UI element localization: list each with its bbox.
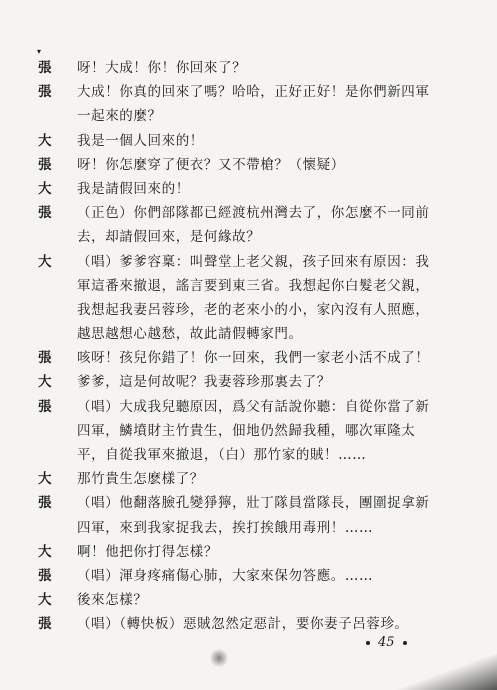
speaker-label: 張 xyxy=(38,60,52,76)
dialogue-text: 咳呀！孩兒你錯了！你一回來，我們一家老小活不成了！ xyxy=(77,350,430,367)
dialogue-text: 我是請假回來的！ xyxy=(77,180,190,197)
dialogue-line xyxy=(38,540,478,564)
dialogue-text: （唱）（轉快板）惡賊忽然定惡計，要你妻子呂蓉珍。 xyxy=(77,616,409,633)
dialogue-line xyxy=(38,419,478,443)
speaker-label: 張 xyxy=(38,495,52,512)
bullet-dot xyxy=(403,641,407,645)
dialogue-line xyxy=(38,153,478,177)
dialogue-line xyxy=(38,177,478,201)
speaker-label: 大 xyxy=(38,592,52,609)
speaker-label: 張 xyxy=(38,616,52,633)
dialogue-line xyxy=(38,104,478,128)
dialogue-text: 那竹貴生怎麽樣了？ xyxy=(77,471,204,488)
page-number: 45 xyxy=(378,635,395,650)
dialogue-text-block xyxy=(38,56,478,637)
speaker-label: 大 xyxy=(38,543,52,560)
dialogue-line xyxy=(38,346,478,370)
dialogue-line xyxy=(38,516,478,540)
dialogue-line xyxy=(38,225,478,249)
speaker-label: 大 xyxy=(38,471,52,488)
dialogue-line xyxy=(38,298,478,322)
page-footer xyxy=(358,635,415,650)
speaker-label: 大 xyxy=(38,180,52,197)
dialogue-text: 軍這番來撤退，謠言要到東三省。我想起你白髮老父親， xyxy=(77,277,430,294)
dialogue-line xyxy=(38,56,478,80)
dialogue-line xyxy=(38,129,478,153)
dialogue-line xyxy=(38,588,478,612)
dialogue-text: 大成！你真的回來了嗎？哈哈，正好正好！是你們新四軍 xyxy=(77,84,430,101)
dialogue-text: 四軍，鱗墳財主竹貴生，佃地仍然歸我種，哪次軍隆太 xyxy=(77,422,416,439)
speaker-label: 張 xyxy=(38,350,52,367)
dialogue-line xyxy=(38,564,478,588)
speaker-label: 張 xyxy=(38,156,52,173)
dialogue-text: 後來怎樣？ xyxy=(77,592,148,609)
dialogue-line xyxy=(38,322,478,346)
dialogue-text: 一起來的麼？ xyxy=(77,108,162,125)
dialogue-text: 我是一個人回來的！ xyxy=(77,132,204,149)
dialogue-text: 爹爹，這是何故呢？我妻蓉珍那裏去了？ xyxy=(77,374,331,391)
dialogue-text: （唱）渾身疼痛傷心肺，大家來保勿答應。…… xyxy=(77,567,374,584)
speaker-label: 大 xyxy=(38,132,52,149)
dialogue-line xyxy=(38,467,478,491)
dialogue-line xyxy=(38,443,478,467)
dialogue-text: （唱）他翻落臉孔變猙獰，壯丁隊員當隊長，團圍捉拿新 xyxy=(77,495,430,512)
speaker-label: 大 xyxy=(38,374,52,391)
dialogue-text: 呀！你怎麼穿了便衣？又不帶槍？（懷疑） xyxy=(77,156,345,173)
dialogue-text: （唱）大成我兒聽原因，爲父有話說你聽：自從你當了新 xyxy=(77,398,430,415)
dialogue-line xyxy=(38,201,478,225)
dialogue-line xyxy=(38,612,478,636)
dialogue-text: 越思越想心越愁，故此請假轉家門。 xyxy=(77,326,303,343)
speaker-label: 張 xyxy=(38,567,52,584)
speaker-label: 張 xyxy=(38,84,52,101)
dialogue-line xyxy=(38,370,478,394)
dialogue-text: 去，却請假回來，是何緣故？ xyxy=(77,229,261,246)
speaker-label: 張 xyxy=(38,205,52,222)
dialogue-text: 我想起我妻呂蓉珍，老的老來小的小，家內沒有人照應， xyxy=(77,301,430,318)
speaker-label: 大 xyxy=(38,253,52,270)
dialogue-line xyxy=(38,80,478,104)
dialogue-line xyxy=(38,274,478,298)
dialogue-text: 四軍，來到我家捉我去，挨打挨餓用毒刑！…… xyxy=(77,519,374,536)
speaker-label: 張 xyxy=(38,398,52,415)
dialogue-text: 呀！大成！你！你回來了？ xyxy=(77,60,247,76)
dialogue-line xyxy=(38,491,478,515)
dialogue-text: （正色）你們部隊都已經渡杭州灣去了，你怎麼不一同前 xyxy=(77,205,430,222)
dialogue-text: 啊！他把你打得怎樣？ xyxy=(77,543,218,560)
dialogue-text: （唱）爹爹容稟：叫聲堂上老父親，孩子回來有原因：我 xyxy=(77,253,430,270)
ink-smudge xyxy=(210,648,228,668)
dialogue-text: 平，自從我軍來撤退，（白）那竹家的賊！…… xyxy=(77,447,367,463)
dialogue-line xyxy=(38,395,478,419)
speck-mark: ▾ xyxy=(37,47,42,56)
bullet-dot xyxy=(366,641,370,645)
dialogue-line xyxy=(38,250,478,274)
page-corner-shadow xyxy=(377,650,497,690)
